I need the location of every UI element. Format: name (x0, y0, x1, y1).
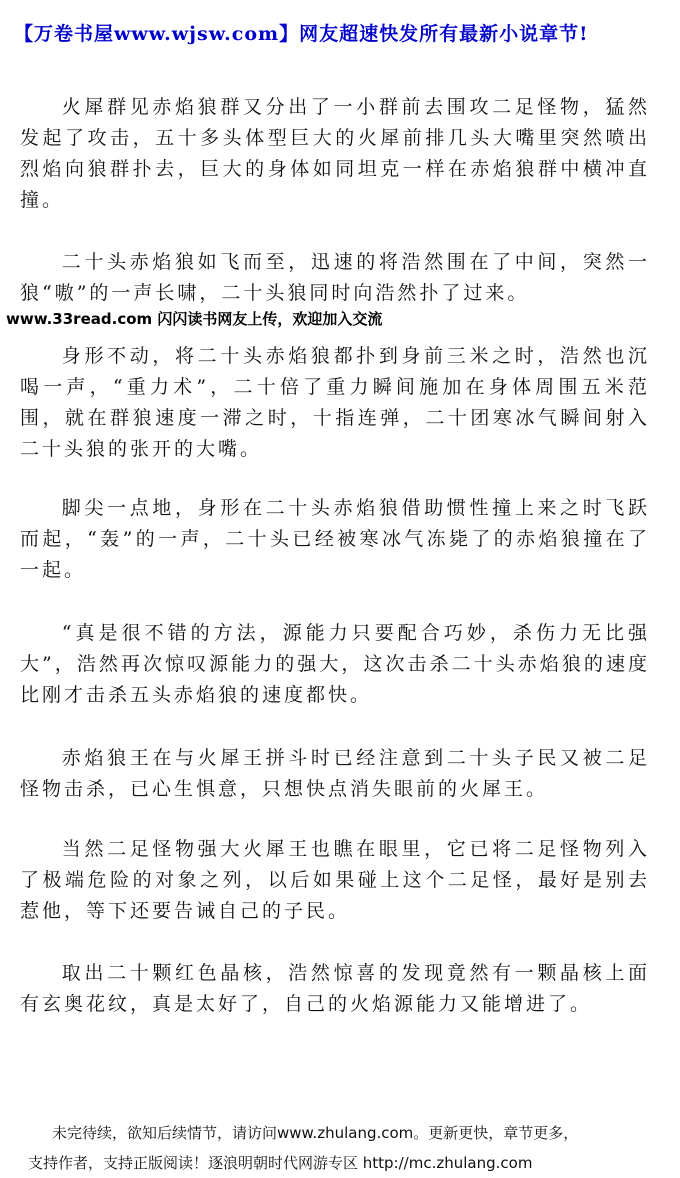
site-header-banner: 【万卷书屋www.wjsw.com】网友超速快发所有最新小说章节! (14, 23, 589, 45)
upload-watermark: www.33read.com 闪闪读书网友上传，欢迎加入交流 (6, 310, 383, 328)
footer-line-2: 支持作者，支持正版阅读！逐浪明朝时代网游专区 http://mc.zhulang.com (28, 1154, 533, 1172)
paragraph-3: 身形不动，将二十头赤焰狼都扑到身前三米之时，浩然也沉喝一声，“重力术”，二十倍了重力瞬间施加在身体周围五米范围，就在群狼速度一滞之时，十指连弹，二十团寒冰气瞬间射入二十头狼的张开的大嘴。 (20, 345, 650, 460)
paragraph-6: 赤焰狼王在与火犀王拼斗时已经注意到二十头子民又被二足怪物击杀，已心生惧意，只想快点消失眼前的火犀王。 (20, 747, 650, 800)
paragraph-8: 取出二十颗红色晶核，浩然惊喜的发现竟然有一颗晶核上面有玄奥花纹，真是太好了，自己的火焰源能力又能增进了。 (20, 962, 650, 1015)
footer-notice (0, 1118, 680, 1178)
paragraph-7: 当然二足怪物强大火犀王也瞧在眼里，它已将二足怪物列入了极端危险的对象之列，以后如果碰上这个二足怪，最好是别去惹他，等下还要告诫自己的子民。 (20, 838, 650, 922)
paragraph-5: “真是很不错的方法，源能力只要配合巧妙，杀伤力无比强大”，浩然再次惊叹源能力的强大，这次击杀二十头赤焰狼的速度比刚才击杀五头赤焰狼的速度都快。 (20, 622, 650, 706)
footer-line-1: 未完待续，欲知后续情节，请访问www.zhulang.com。更新更快，章节更多， (52, 1124, 579, 1142)
paragraph-4: 脚尖一点地，身形在二十头赤焰狼借助惯性撞上来之时飞跃而起，“轰”的一声，二十头已经被寒冰气冻毙了的赤焰狼撞在了一起。 (20, 497, 650, 581)
paragraph-2: 二十头赤焰狼如飞而至，迅速的将浩然围在了中间，突然一狼“嗷”的一声长啸，二十头狼同时向浩然扑了过来。 (20, 251, 650, 304)
paragraph-1: 火犀群见赤焰狼群又分出了一小群前去围攻二足怪物，猛然发起了攻击，五十多头体型巨大的火犀前排几头大嘴里突然喷出烈焰向狼群扑去，巨大的身体如同坦克一样在赤焰狼群中横冲直撞。 (20, 96, 650, 211)
